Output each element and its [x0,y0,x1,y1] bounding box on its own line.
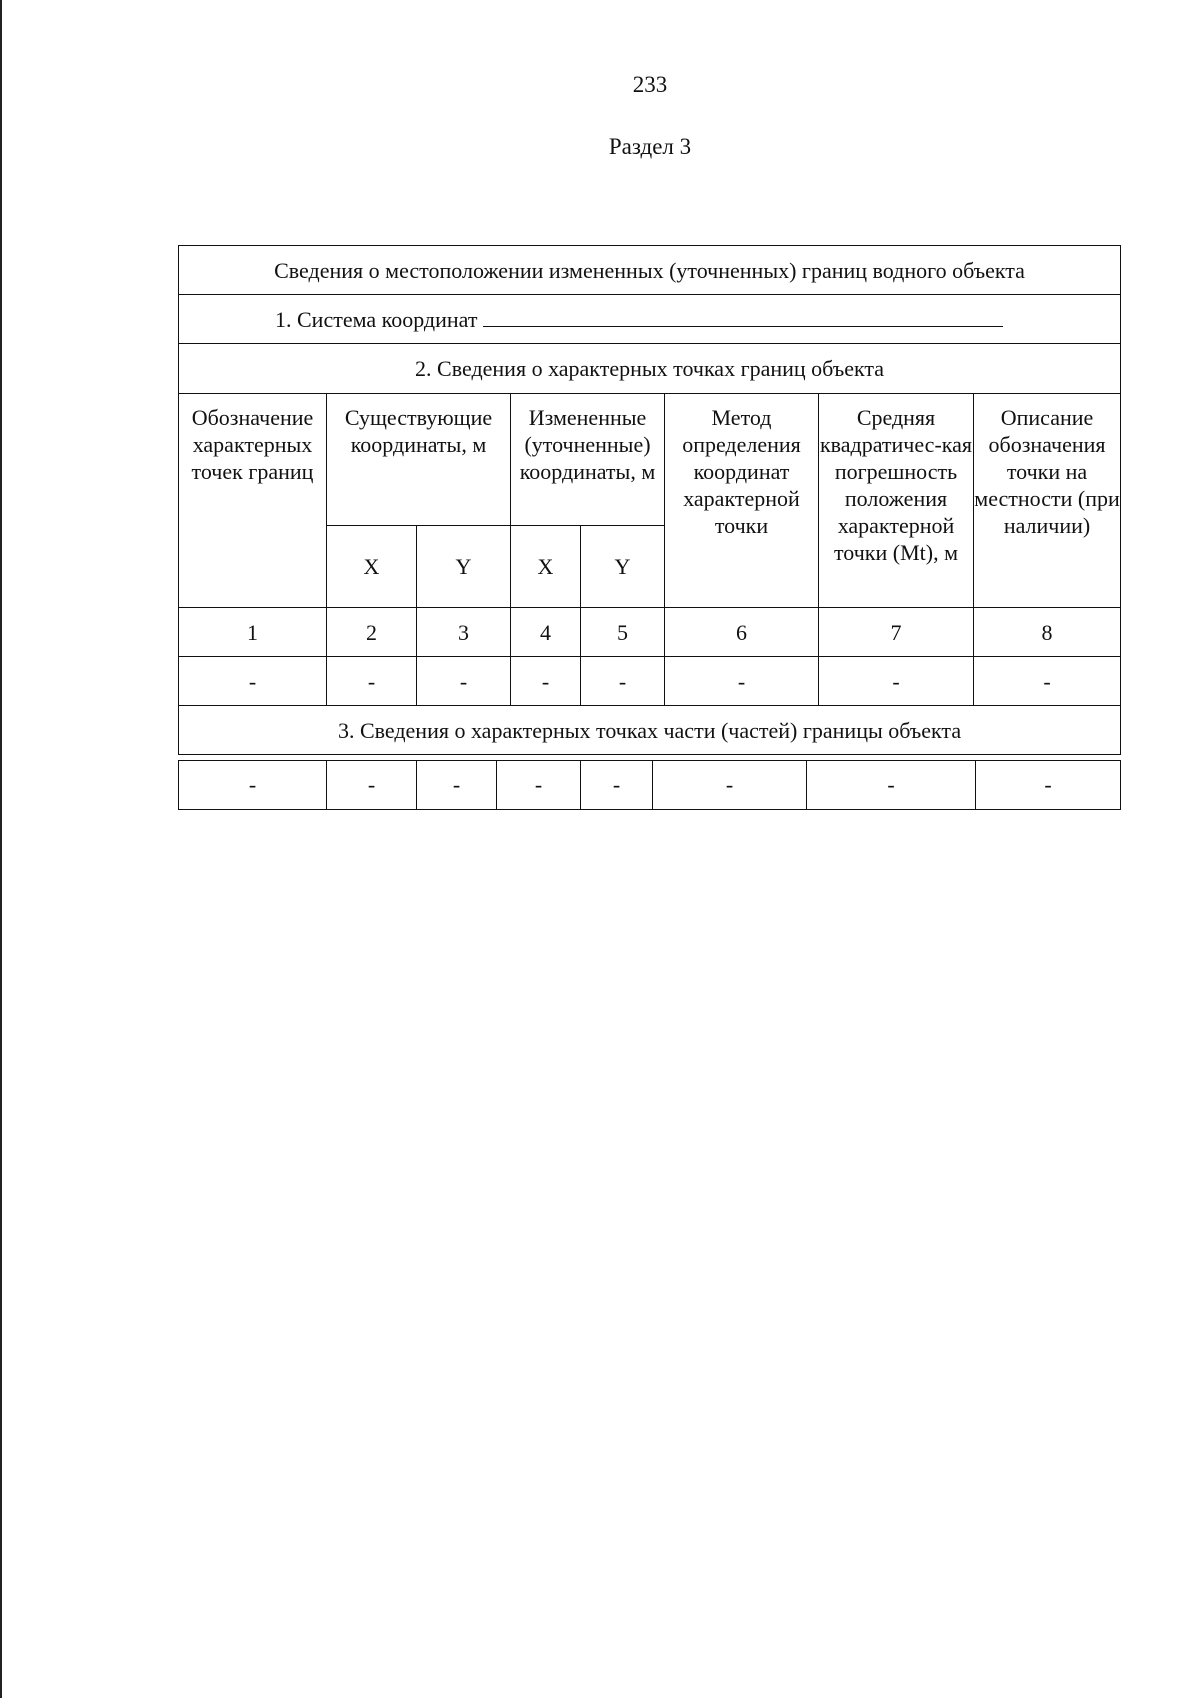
column-number: 7 [819,608,974,657]
scan-edge-line [0,0,2,1698]
table-cell: - [653,761,807,810]
header-changed-x: X [511,526,581,608]
page-number: 233 [632,72,668,97]
section-title: Раздел 3 [608,134,692,159]
table-cell: - [179,761,327,810]
table-cell: - [974,657,1121,706]
header-changed-coordinates: Измененные (уточненные) координаты, м [511,394,665,526]
table-cell: - [417,657,511,706]
table-cell: - [497,761,581,810]
column-number: 6 [665,608,819,657]
subsection-2-title: 2. Сведения о характерных точках границ объекта [179,344,1121,394]
table-cell: - [327,761,417,810]
header-point-designation: Обозначение характерных точек границ [179,394,327,608]
header-changed-y: Y [581,526,665,608]
column-number: 4 [511,608,581,657]
column-number: 3 [417,608,511,657]
part-boundary-points-table [178,760,1121,810]
coordinate-system-blank [483,306,1003,327]
column-number: 5 [581,608,665,657]
column-number: 8 [974,608,1121,657]
boundary-points-table [178,245,1121,755]
table-cell: - [819,657,974,706]
header-point-description: Описание обозначения точки на местности (при наличии) [974,394,1121,608]
table-cell: - [327,657,417,706]
table-cell: - [417,761,497,810]
table-cell: - [976,761,1121,810]
table-cell: - [665,657,819,706]
table-cell: - [179,657,327,706]
subsection-3-title: 3. Сведения о характерных точках части (частей) границы объекта [179,706,1121,755]
table-cell: - [807,761,976,810]
header-mean-square-error: Средняя квадратичес-кая погрешность положения характерной точки (Mt), м [819,394,974,608]
header-existing-coordinates: Существующие координаты, м [327,394,511,526]
column-number: 1 [179,608,327,657]
header-existing-x: X [327,526,417,608]
table-cell: - [581,657,665,706]
table-title: Сведения о местоположении измененных (уточненных) границ водного объекта [179,246,1121,295]
column-number: 2 [327,608,417,657]
table-cell: - [511,657,581,706]
coordinate-system-label: 1. Система координат [275,306,478,332]
table-cell: - [581,761,653,810]
header-determination-method: Метод определения координат характерной точки [665,394,819,608]
header-existing-y: Y [417,526,511,608]
coordinate-system-row [179,295,1121,344]
